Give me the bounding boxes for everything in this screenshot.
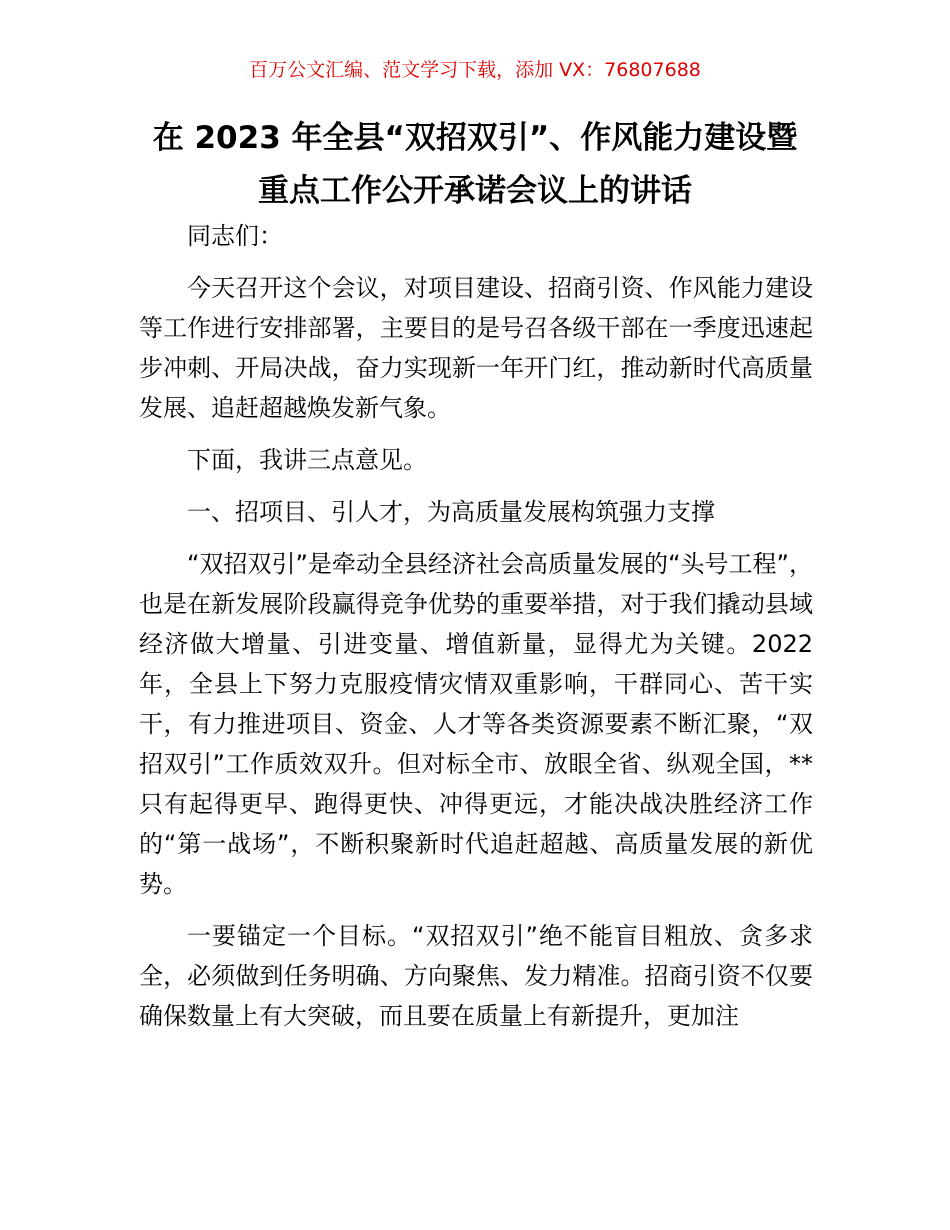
document-body — [139, 216, 813, 1048]
header-watermark-note: 百万公文汇编、范文学习下载，添加 VX：76807688 — [249, 59, 701, 81]
paragraph-section-1: “双招双引”是牵动全县经济社会高质量发展的“头号工程”，也是在新发展阶段赢得竞争优势的重要举措，对于我们撬动县域经济做大增量、引进变量、增值新量，显得尤为关键。2022 年，全县上下努力克服疫情灾情双重影响，干群同心、苦干实干，有力推进项目、资金、人才等各类资源要素不断汇聚，“双招双引”工作质效双升。但对标全市、放眼全省、纵观全国，**只有起得更早、跑得更快、冲得更远，才能决战决胜经济工作的“第一战场”，不断积聚新时代追赶超越、高质量发展的新优势。 — [139, 550, 813, 898]
paragraph-point-1: 一要锚定一个目标。“双招双引”绝不能盲目粗放、贪多求全，必须做到任务明确、方向聚焦、发力精准。招商引资不仅要确保数量上有大突破，而且要在质量上有新提升，更加注 — [139, 922, 813, 1030]
section-heading-1: 一、招项目、引人才，为高质量发展构筑强力支撑 — [187, 498, 715, 526]
title-line-2: 重点工作公开承诺会议上的讲话 — [258, 173, 692, 209]
salutation: 同志们： — [187, 222, 283, 250]
paragraph-transition: 下面，我讲三点意见。 — [187, 446, 427, 474]
paragraph-intro: 今天召开这个会议，对项目建设、招商引资、作风能力建设等工作进行安排部署，主要目的是号召各级干部在一季度迅速起步冲刺、开局决战，奋力实现新一年开门红，推动新时代高质量发展、追赶超越焕发新气象。 — [139, 274, 813, 422]
document-title — [120, 112, 830, 218]
title-line-1: 在 2023 年全县“双招双引”、作风能力建设暨 — [152, 120, 798, 156]
